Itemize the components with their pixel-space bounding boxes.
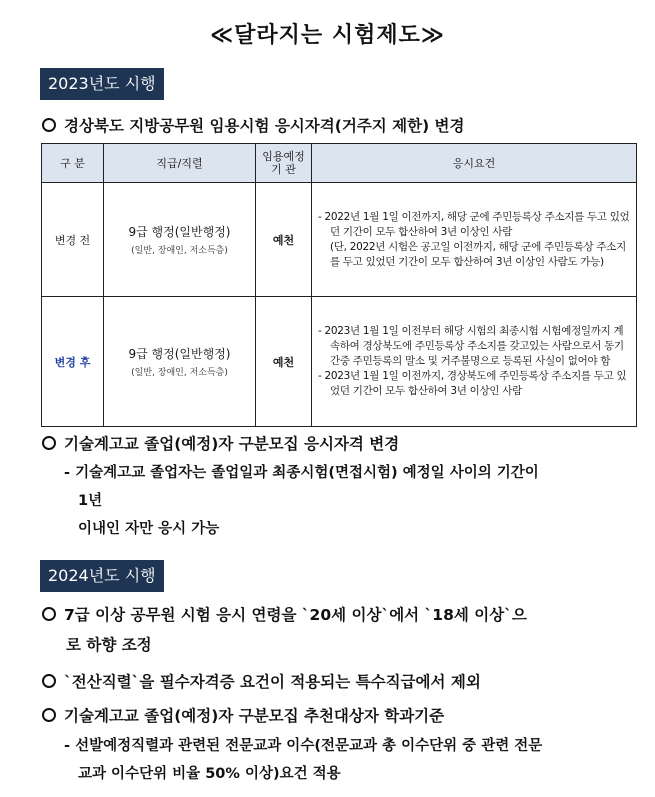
bullet-continuation: 로 하향 조정 xyxy=(66,636,152,654)
table-header-row xyxy=(42,144,637,183)
circle-bullet-icon xyxy=(42,607,56,621)
requirement-item: - 2023년 1월 1일 이전까지, 경상북도에 주민등록상 주소지를 두고 있었던 기간이 모두 합산하여 3년 이상인 사람 xyxy=(318,370,627,397)
bullet-age-change xyxy=(42,604,527,626)
cell-job xyxy=(104,297,256,427)
circle-bullet-icon xyxy=(42,674,56,688)
requirement-item: - 2022년 1월 1일 이전까지, 해당 군에 주민등록상 주소지를 두고 있었던 기간이 모두 합산하여 3년 이상인 사람 xyxy=(318,210,630,238)
cell-requirements xyxy=(312,183,637,297)
bullet-tech-school-change xyxy=(42,433,399,455)
requirements-table xyxy=(41,143,637,427)
circle-bullet-icon xyxy=(42,708,56,722)
circle-bullet-icon xyxy=(42,118,56,132)
job-main: 9급 행정(일반행정) xyxy=(128,347,231,361)
header-gubun: 구 분 xyxy=(42,144,104,183)
sub-text-line: - 기술계고교 졸업자는 졸업일과 최종시험(면접시험) 예정일 사이의 기간이 xyxy=(64,465,539,481)
cell-job xyxy=(104,183,256,297)
job-sub: (일반, 장애인, 저소득층) xyxy=(131,368,228,378)
page-title: ≪달라지는 시험제도≫ xyxy=(210,23,445,48)
table-row-before xyxy=(42,183,637,297)
cell-gubun: 변경 전 xyxy=(42,183,104,297)
header-job: 직급/직렬 xyxy=(104,144,256,183)
sub-text-line: 교과 이수단위 비율 50% 이상)요건 적용 xyxy=(78,766,341,782)
requirement-item: - 2023년 1월 1일 이전부터 해당 시험의 최종시험 시험예정일까지 계속하여 경상북도에 주민등록상 주소지를 갖고있는 사람으로서 동기간중 주민등록의 말소 및 거주불명으로 등록된 사실이 없어야 함 xyxy=(318,325,624,367)
cell-requirements xyxy=(312,297,637,427)
sub-text-line: - 선발예정직렬과 관련된 전문교과 이수(전문교과 총 이수단위 중 관련 전문 xyxy=(64,738,543,754)
requirement-note: (단, 2022년 시험은 공고일 이전까지, 해당 군에 주민등록상 주소지를 두고 있었던 기간이 모두 합산하여 3년 이상인 사람도 가능) xyxy=(330,240,626,268)
circle-bullet-icon xyxy=(42,436,56,450)
job-main: 9급 행정(일반행정) xyxy=(128,225,231,239)
sub-text-line: 1년 xyxy=(78,493,103,509)
year-badge-2024: 2024년도 시행 xyxy=(40,560,164,592)
table-row-after xyxy=(42,297,637,427)
header-agency: 임용예정 기 관 xyxy=(256,144,312,183)
year-badge-2023: 2023년도 시행 xyxy=(40,68,164,100)
job-sub: (일반, 장애인, 저소득층) xyxy=(131,246,228,256)
bullet-text: 경상북도 지방공무원 임용시험 응시자격(거주지 제한) 변경 xyxy=(64,117,465,135)
bullet-text: 기술계고교 졸업(예정)자 구분모집 응시자격 변경 xyxy=(64,435,400,453)
bullet-computer-exclusion xyxy=(42,671,481,693)
cell-gubun: 변경 후 xyxy=(42,297,104,427)
cell-agency: 예천 xyxy=(256,297,312,427)
bullet-text: 7급 이상 공무원 시험 응시 연령을 `20세 이상`에서 `18세 이상`으 xyxy=(64,606,527,624)
bullet-residence-change xyxy=(42,115,465,137)
bullet-text: 기술계고교 졸업(예정)자 구분모집 추천대상자 학과기준 xyxy=(64,707,445,725)
sub-text-line: 이내인 자만 응시 가능 xyxy=(78,521,220,537)
bullet-text: `전산직렬`을 필수자격증 요건이 적용되는 특수직급에서 제외 xyxy=(64,673,481,691)
header-requirements: 응시요건 xyxy=(312,144,637,183)
cell-agency: 예천 xyxy=(256,183,312,297)
bullet-department-criteria xyxy=(42,705,444,727)
